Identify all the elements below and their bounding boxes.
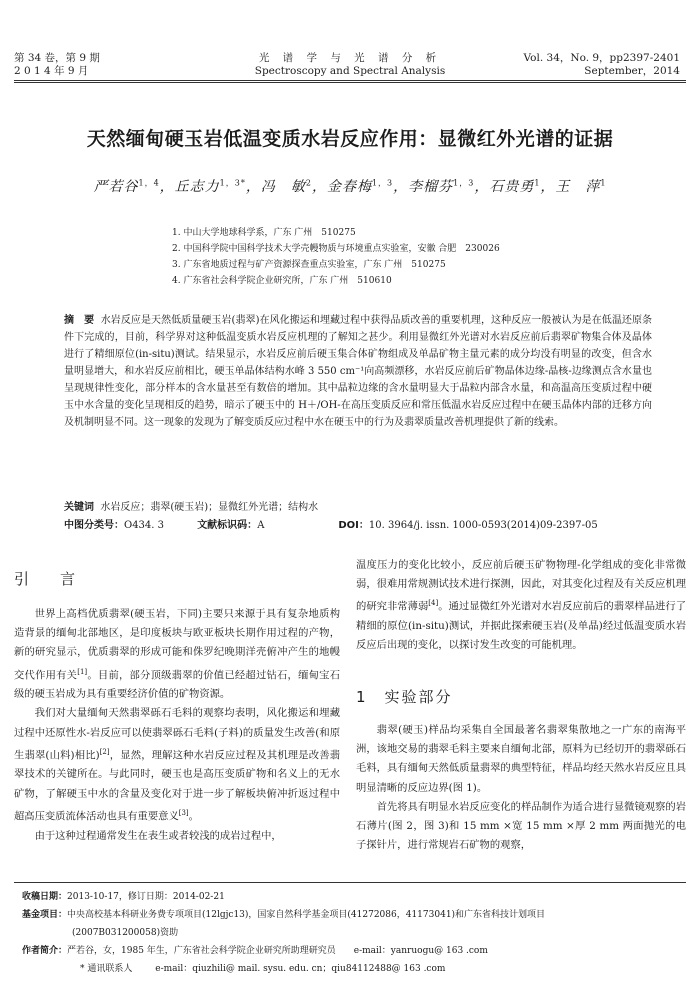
- author[interactable]: 丘志力$^{1,3*}$: [174, 178, 246, 195]
- citation-ref[interactable]: [1]: [77, 667, 88, 676]
- header-rule-2: [14, 82, 686, 83]
- doi-label: DOI：: [338, 520, 369, 531]
- paragraph: 首先将具有明显水岩反应变化的样品制作为适合进行显微镜观察的岩石薄片(图 2，图 3)和 15 mm ×宽 15 mm ×厚 2 mm 两面抛光的电子探针片，进行常规岩石矿物的观察，: [356, 800, 686, 852]
- paragraph: 世界上高档优质翡翠(硬玉岩，下同)主要只来源于具有复杂地质构造背景的缅甸北部地区，是印度板块与欧亚板块长期作用过程的产物，新的研究显示，优质翡翠的形成可能和侏罗纪晚期洋壳俯冲产生的地幔交代作用有关[1]。目前，部分顶级翡翠的价值已经超过钻石，缅甸宝石级的硬玉岩成为具有重要经济价值的矿物资源。: [14, 608, 341, 701]
- author[interactable]: 冯 敏$^2$: [260, 178, 312, 195]
- keywords: [64, 499, 318, 516]
- author[interactable]: 金春梅$^{1,3}$: [326, 178, 394, 195]
- author-list: 严若谷$^{1,4}$，丘志力$^{1,3*}$，冯 敏$^2$，金春梅$^{1,3}$，李榴芬$^{1,3}$，石贵勇$^1$，王 萍$^1$: [93, 178, 607, 195]
- citation-ref[interactable]: [2]: [99, 747, 110, 756]
- doi-link[interactable]: 10. 3964/j. issn. 1000-0593(2014)09-2397-05: [368, 520, 598, 531]
- paragraph: 翡翠(硬玉)样品均采集自全国最著名翡翠集散地之一广东的南海平洲，该地交易的翡翠毛料主要来自缅甸北部，原料为已经切开的翡翠砾石毛料，具有缅甸天然低质量翡翠的典型特征，样品均经天然水岩反应且具明显清晰的反应边界(图 1)。: [356, 724, 686, 794]
- paragraph: 由于这种过程通常发生在表生或者较浅的成岩过程中，: [34, 829, 282, 842]
- citation-ref[interactable]: [4]: [428, 599, 439, 608]
- paragraph: 我们对大量缅甸天然翡翠砾石毛料的观察均表明，风化搬运和埋藏过程中还原性水-岩反应可以使翡翠砾石毛料(子料)的质量发生改善(和原生翡翠(山料)相比)[2]，显然，理解这种水岩反应过程及其机理是改善翡翠技术的关键所在。与此同时，硬玉也是高压变质矿物和名义上的无水矿物，了解硬玉中水的含量及变化对于进一步了解板块俯冲折返过程中超高压变质流体活动也具有重要意义[3]。: [14, 707, 340, 823]
- funding-cont: (2007B031200058)资助: [72, 928, 179, 938]
- intro-heading: 引 言: [14, 570, 84, 588]
- journal-name-en: Spectroscopy and Spectral Analysis: [254, 65, 446, 77]
- journal-name-cn: 光 谱 学 与 光 谱 分 析: [258, 52, 442, 64]
- author[interactable]: 王 萍$^1$: [555, 178, 607, 195]
- right-column-bottom: [356, 721, 686, 855]
- author[interactable]: 石贵勇$^1$: [489, 178, 541, 195]
- author-bio: 作者简介：严若谷，女，1985 年生，广东省社会科学院企业研究所助理研究员 e-mail：yanruogu@ 163 .com: [22, 946, 488, 956]
- affiliation: 3. 广东省地质过程与矿产资源探查重点实验室，广东 广州 510275: [172, 260, 446, 270]
- affiliation: 4. 广东省社会科学院企业研究所，广东 广州 510610: [172, 276, 392, 286]
- left-column: [14, 605, 340, 846]
- doc-code-label: 文献标识码：: [197, 520, 258, 531]
- footnote-rule: [14, 882, 686, 883]
- citation-ref[interactable]: [3]: [178, 808, 189, 817]
- author[interactable]: 李榴芬$^{1,3}$: [408, 178, 475, 195]
- classification-line: [64, 517, 664, 534]
- affiliation-list: [172, 225, 500, 289]
- volume-issue: 第 34 卷，第 9 期: [14, 52, 100, 64]
- affiliation: 1. 中山大学地球科学系，广东 广州 510275: [172, 228, 356, 238]
- abstract: [64, 312, 652, 431]
- keywords-label: 关键词: [64, 502, 94, 513]
- corresponding-email[interactable]: e-mail：qiuzhili@ mail. sysu. edu. cn；qiu84112488@ 163 .com: [155, 964, 446, 974]
- clc-label: 中图分类号：: [64, 520, 124, 531]
- affiliation: 2. 中国科学院中国科学技术大学壳幔物质与环境重点实验室，安徽 合肥 230026: [172, 244, 500, 254]
- abstract-text: 水岩反应是天然低质量硬玉岩(翡翠)在风化搬运和埋藏过程中获得品质改善的重要机理，这种反应一般被认为是在低温还原条件下完成的，目前，科学界对这种低温变质水岩反应机理的了解知之甚少。利用显微红外光谱对水岩反应前后翡翠矿物集合体及晶体进行了精细原位(in-situ)测试。结果显示，水岩反应前后硬玉集合体矿物组成及单晶矿物主量元素的成分均没有明显的改变，但含水量明显增大，和水岩反应前相比，硬玉单晶体结构水峰 3 550 cm⁻¹向高频漂移，水岩反应前后矿物晶体边缘-晶核-边缘测点含水量也呈现规律性变化，部分样本的含水量甚至有数倍的增加。其中晶粒边缘的含水量明显大于晶粒内部含水量，和高温高压变质过程中硬玉中水含量的变化呈现相反的趋势，暗示了硬玉中的 H＋/OH-在高压变质反应和常压低温水岩反应过程中在硬玉晶体内部的迁移方向及机制明显不同。这一现象的发现为了解变质反应过程中水在硬玉中的行为及翡翠质量改善机理提供了新的线索。: [64, 315, 653, 428]
- doc-code-value: A: [257, 520, 265, 531]
- clc-value: O434. 3: [124, 520, 165, 531]
- section-1-heading: 1 实验部分: [356, 688, 453, 706]
- keywords-text: 水岩反应；翡翠(硬玉岩)；显微红外光谱；结构水: [100, 502, 319, 513]
- corresponding-author: * 通讯联系人 e-mail：qiuzhili@ mail. sysu. edu. cn；qiu84112488@ 163 .com: [80, 964, 446, 974]
- right-column-top: [356, 556, 686, 655]
- author[interactable]: 严若谷$^{1,4}$: [93, 178, 160, 195]
- volume-pages: Vol. 34，No. 9，pp2397-2401: [523, 52, 680, 64]
- publish-month: September，2014: [584, 65, 680, 77]
- abstract-label: 摘 要: [64, 315, 95, 326]
- funding: 基金项目：中央高校基本科研业务费专项项目(12lgjc13)，国家自然科学基金项目(41272086，41173041)和广东省科技计划项目: [22, 910, 546, 920]
- paragraph: 温度压力的变化比较小，反应前后硬玉矿物物理-化学组成的变化非常微弱，很难用常规测试技术进行探测，因此，对其变化过程及有关反应机理的研究非常薄弱[4]。通过显微红外光谱对水岩反应前后的翡翠样品进行了精细的原位(in-situ)测试，并据此探索硬玉岩(及单晶)经过低温变质水岩反应后出现的变化，以探讨发生改变的可能机理。: [356, 559, 687, 652]
- paper-title: 天然缅甸硬玉岩低温变质水岩反应作用：显微红外光谱的证据: [86, 128, 614, 150]
- received-date: 收稿日期：2013-10-17，修订日期：2014-02-21: [22, 892, 225, 902]
- footnotes: [22, 888, 692, 978]
- journal-citation-info: [524, 52, 680, 78]
- header-rule: [14, 80, 686, 81]
- issue-date: 2 0 1 4 年 9 月: [14, 65, 89, 77]
